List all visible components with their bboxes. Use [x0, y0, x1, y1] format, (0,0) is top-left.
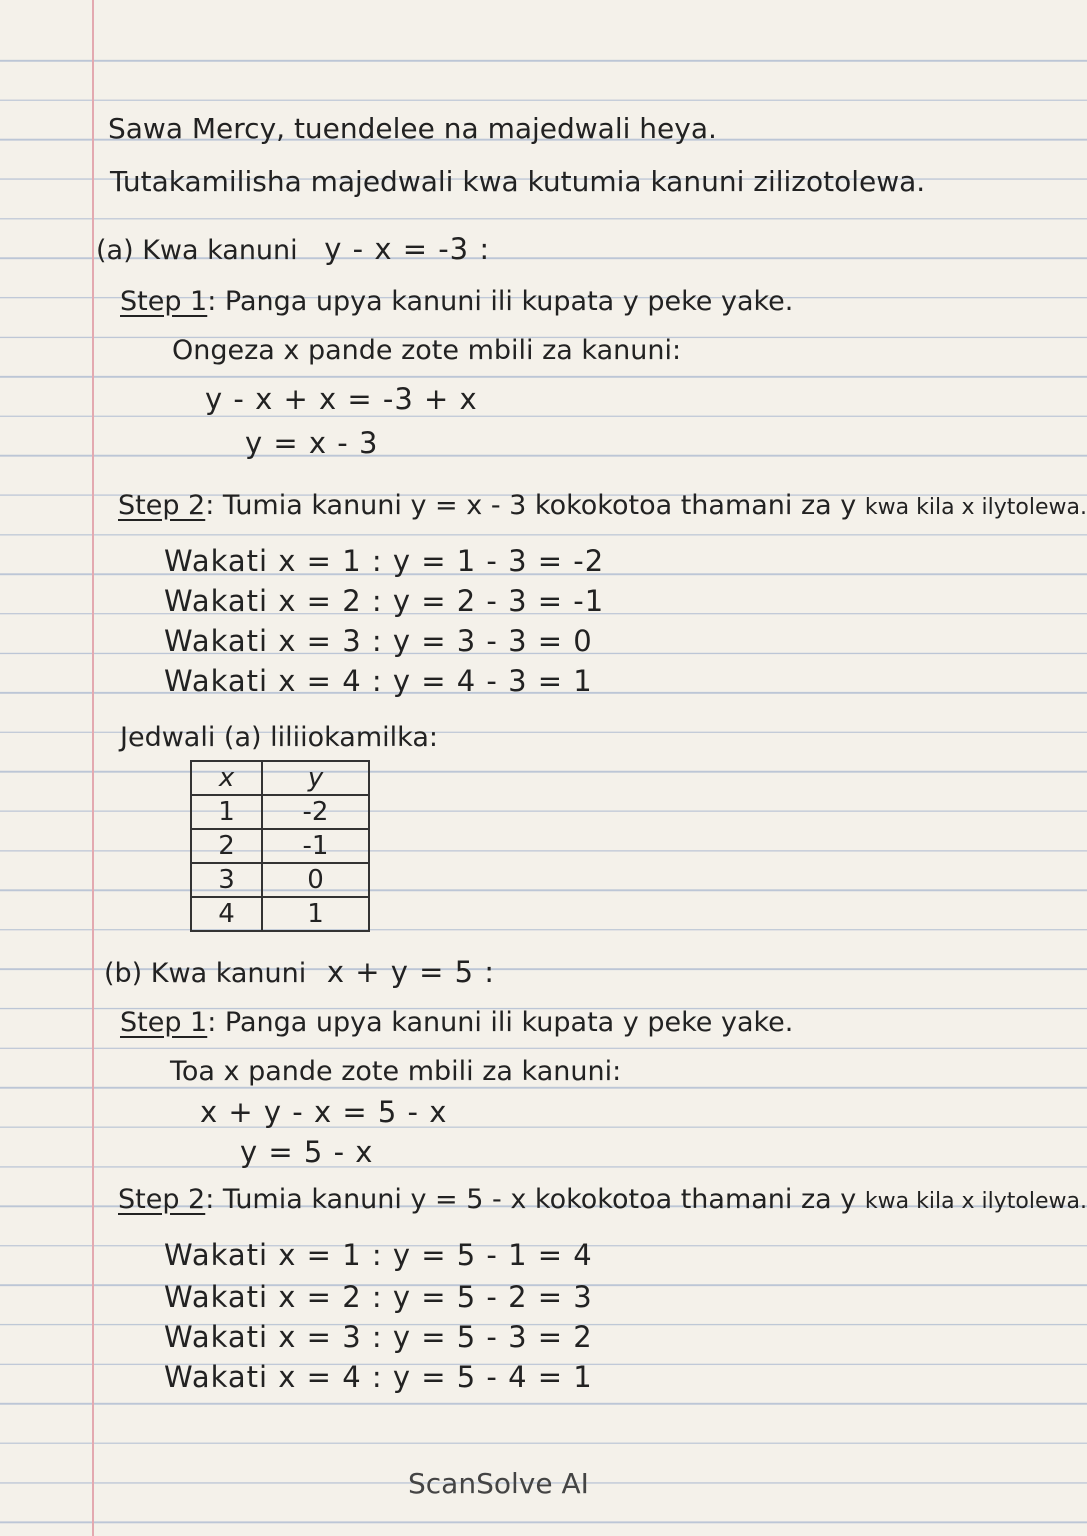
part-a-step2-text: : Tumia kanuni y = x - 3 kokokotoa thamani za y [205, 490, 857, 521]
part-b-calc-2: Wakati x = 2 : y = 5 - 2 = 3 [164, 1280, 593, 1314]
table-row [191, 829, 369, 863]
part-a-calc-2: Wakati x = 2 : y = 2 - 3 = -1 [164, 584, 605, 618]
part-b-step1 [120, 1006, 793, 1040]
table-header-x: x [191, 761, 262, 795]
part-a-step1-note: Ongeza x pande zote mbili za kanuni: [172, 335, 682, 366]
table-row [191, 897, 369, 931]
part-a-table-title: Jedwali (a) liliiokamilka: [120, 722, 438, 753]
part-b-step2 [118, 1183, 1087, 1219]
part-a-equation-1: y - x + x = -3 + x [205, 382, 478, 416]
table-cell-y: -2 [262, 795, 369, 829]
part-a-calc-4: Wakati x = 4 : y = 4 - 3 = 1 [164, 664, 593, 698]
footer-brand: ScanSolve AI [408, 1467, 589, 1500]
part-a-step2-label: Step 2 [118, 490, 206, 521]
part-a-step1-text: : Panga upya kanuni ili kupata y peke yake. [207, 286, 794, 317]
part-a-calc-1: Wakati x = 1 : y = 1 - 3 = -2 [164, 544, 605, 578]
part-a-equation-2: y = x - 3 [245, 426, 379, 460]
table-header-row [191, 761, 369, 795]
table-cell-x: 1 [191, 795, 262, 829]
part-b-step1-note: Toa x pande zote mbili za kanuni: [170, 1056, 622, 1087]
table-row [191, 863, 369, 897]
part-b-step2-text: : Tumia kanuni y = 5 - x kokokotoa thamani za y [205, 1184, 857, 1215]
margin-line [92, 0, 94, 1536]
part-a-step1 [120, 285, 793, 319]
table-cell-x: 3 [191, 863, 262, 897]
part-a-table [190, 760, 370, 932]
part-b-calc-4: Wakati x = 4 : y = 5 - 4 = 1 [164, 1360, 593, 1394]
table-cell-y: 0 [262, 863, 369, 897]
table-row [191, 795, 369, 829]
table-cell-x: 2 [191, 829, 262, 863]
intro-line-2: Tutakamilisha majedwali kwa kutumia kanuni zilizotolewa. [110, 165, 926, 198]
part-b-calc-1: Wakati x = 1 : y = 5 - 1 = 4 [164, 1238, 593, 1272]
part-b-heading [104, 955, 495, 991]
part-b-heading-label: (b) Kwa kanuni [104, 958, 307, 989]
part-b-equation-1: x + y - x = 5 - x [200, 1095, 448, 1129]
part-a-heading-equation: y - x = -3 : [324, 232, 491, 266]
table-cell-y: 1 [262, 897, 369, 931]
intro-line-1: Sawa Mercy, tuendelee na majedwali heya. [108, 112, 717, 145]
part-b-step1-text: : Panga upya kanuni ili kupata y peke yake. [207, 1007, 794, 1038]
table-cell-x: 4 [191, 897, 262, 931]
part-b-step2-text-end: kwa kila x ilytolewa. [864, 1189, 1087, 1214]
part-a-heading [96, 232, 490, 268]
part-b-step1-label: Step 1 [120, 1007, 208, 1038]
table-header-y: y [262, 761, 369, 795]
part-b-equation-2: y = 5 - x [240, 1135, 374, 1169]
part-a-heading-label: (a) Kwa kanuni [96, 235, 298, 266]
part-a-step1-label: Step 1 [120, 286, 208, 317]
part-b-heading-equation: x + y = 5 : [326, 955, 496, 989]
table-cell-y: -1 [262, 829, 369, 863]
part-a-calc-3: Wakati x = 3 : y = 3 - 3 = 0 [164, 624, 593, 658]
part-a-step2-text-end: kwa kila x ilytolewa. [864, 495, 1087, 520]
part-b-calc-3: Wakati x = 3 : y = 5 - 3 = 2 [164, 1320, 593, 1354]
part-a-step2 [118, 489, 1087, 525]
part-b-step2-label: Step 2 [118, 1184, 206, 1215]
